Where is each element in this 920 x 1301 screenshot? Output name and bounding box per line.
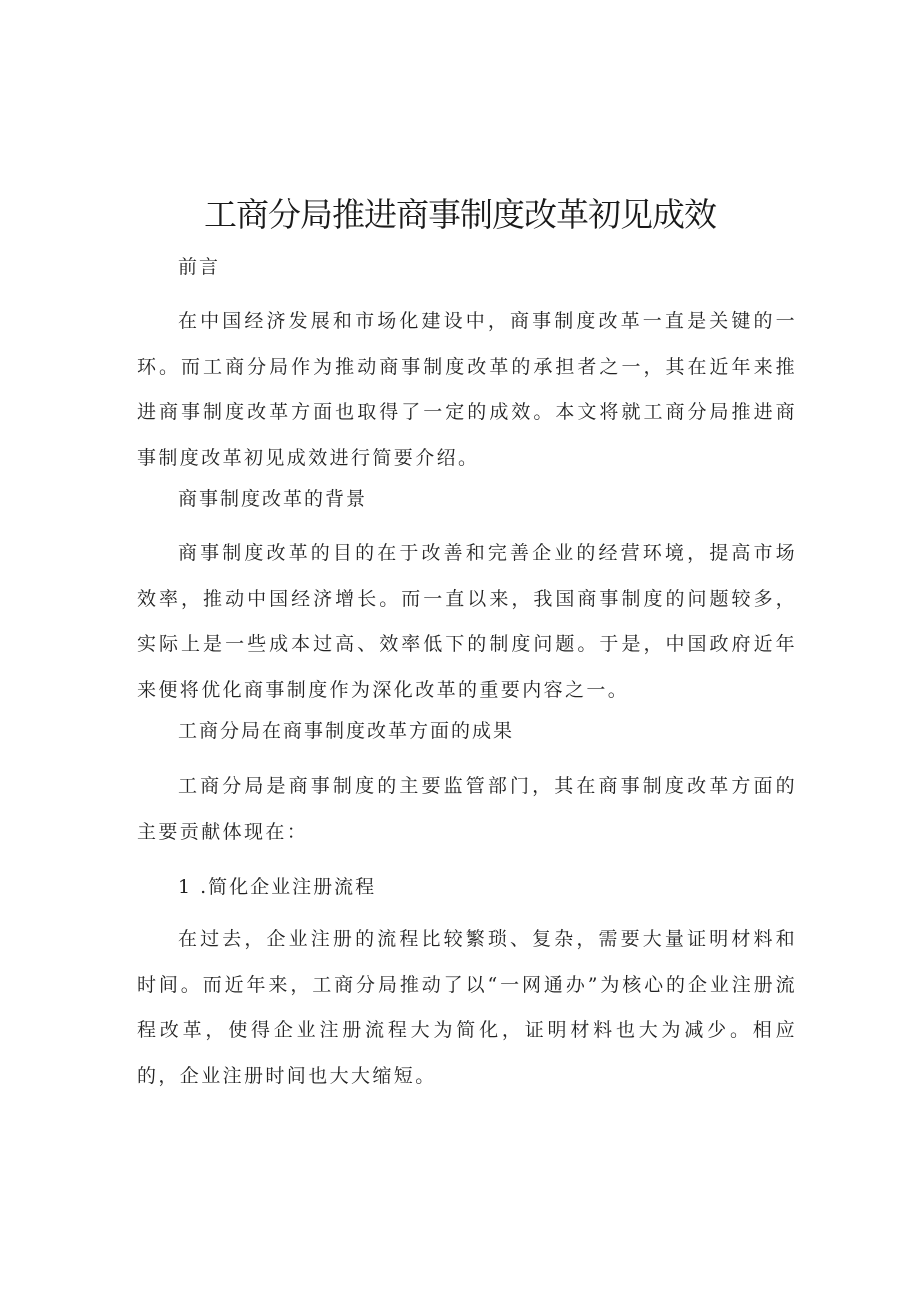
background-paragraph: 商事制度改革的目的在于改善和完善企业的经营环境，提高市场效率，推动中国经济增长。而一直以来，我国商事制度的问题较多，实际上是一些成本过高、效率低下的制度问题。于是，中国政府近年来便将优化商事制度作为深化改革的重要内容之一。 <box>137 542 797 701</box>
preface-heading: 前言 <box>178 256 221 278</box>
background-heading: 商事制度改革的背景 <box>178 488 368 510</box>
results-heading: 工商分局在商事制度改革方面的成果 <box>178 720 515 742</box>
item1-heading: 1 .简化企业注册流程 <box>178 876 377 898</box>
results-paragraph: 工商分局是商事制度的主要监管部门，其在商事制度改革方面的主要贡献体现在： <box>137 775 797 843</box>
item1-paragraph: 在过去，企业注册的流程比较繁琐、复杂，需要大量证明材料和时间。而近年来，工商分局推动了以“一网通办”为核心的企业注册流程改革，使得企业注册流程大为简化，证明材料也大为减少。相应的，企业注册时间也大大缩短。 <box>137 928 797 1087</box>
document-title: 工商分局推进商事制度改革初见成效 <box>204 195 716 234</box>
preface-paragraph: 在中国经济发展和市场化建设中，商事制度改革一直是关键的一环。而工商分局作为推动商事制度改革的承担者之一，其在近年来推进商事制度改革方面也取得了一定的成效。本文将就工商分局推进商事制度改革初见成效进行简要介绍。 <box>137 310 797 469</box>
